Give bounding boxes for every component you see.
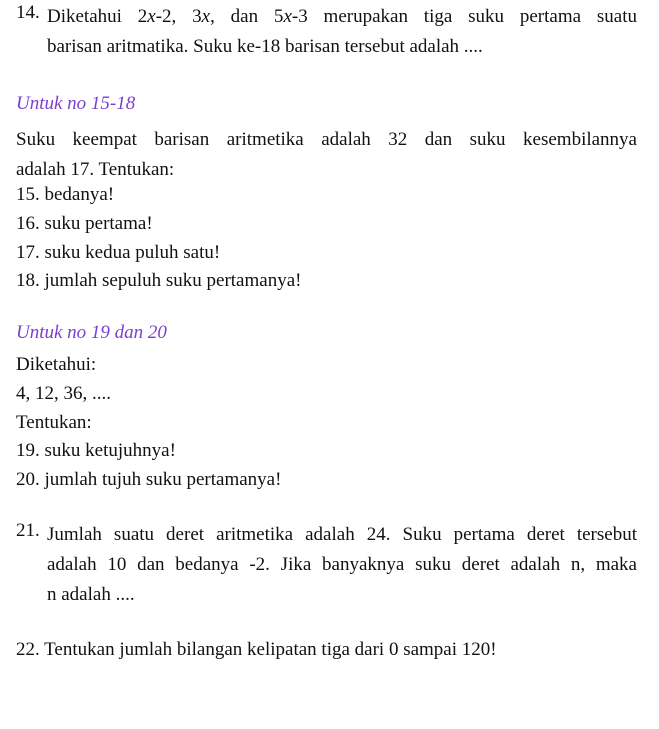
list-item: 20. jumlah tujuh suku pertamanya! — [16, 469, 282, 490]
intro-line-1: Suku keempat barisan aritmetika adalah 32 dan suku kesembilannya — [16, 129, 637, 150]
sequence: 4, 12, 36, .... — [16, 383, 111, 404]
question-number: 21. — [16, 520, 40, 541]
list-item: 15. bedanya! — [16, 184, 115, 205]
list-item: 18. jumlah sepuluh suku pertamanya! — [16, 270, 302, 291]
question-22: 22. Tentukan jumlah bilangan kelipatan tiga dari 0 sampai 120! — [16, 639, 497, 660]
question-14-text — [47, 2, 637, 62]
question-21 — [16, 520, 637, 610]
intro-line-2: adalah 17. Tentukan: — [16, 159, 175, 180]
question-14 — [16, 2, 637, 62]
section-heading-19-20: Untuk no 19 dan 20 — [16, 322, 167, 343]
question-21-line-2: adalah 10 dan bedanya -2. Jika banyaknya suku deret adalah n, maka — [47, 554, 637, 575]
task-label: Tentukan: — [16, 412, 92, 433]
list-item: 17. suku kedua puluh satu! — [16, 242, 221, 263]
question-14-line-1: Diketahui 2x-2, 3x, dan 5x-3 merupakan tiga suku pertama suatu — [47, 6, 637, 27]
question-14-line-2: barisan aritmatika. Suku ke-18 barisan tersebut adalah .... — [47, 36, 483, 57]
given-label: Diketahui: — [16, 354, 97, 375]
question-21-line-3: n adalah .... — [47, 584, 135, 605]
section-15-18-intro — [16, 125, 637, 185]
list-item: 16. suku pertama! — [16, 213, 153, 234]
question-21-line-1: Jumlah suatu deret aritmetika adalah 24. Suku pertama deret tersebut — [47, 524, 637, 545]
question-21-text — [47, 520, 637, 610]
question-number: 14. — [16, 2, 40, 23]
list-item: 19. suku ketujuhnya! — [16, 440, 176, 461]
section-heading-15-18: Untuk no 15-18 — [16, 93, 136, 114]
